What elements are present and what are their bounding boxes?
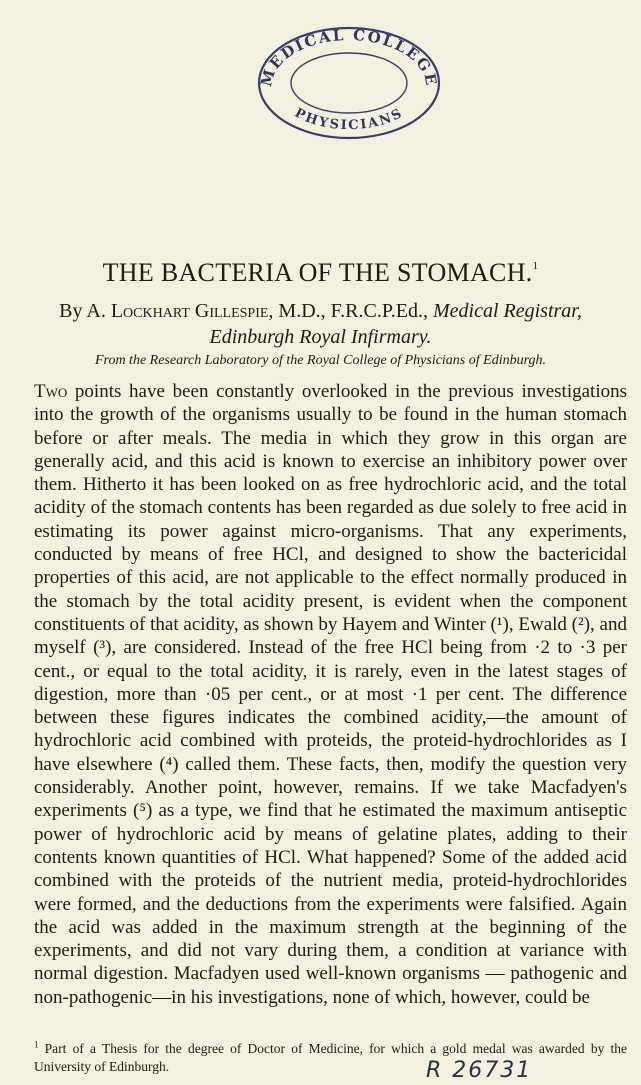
article-body [34, 380, 627, 1009]
author-affiliation: Edinburgh Royal Infirmary. [209, 326, 432, 348]
footnote: $^1$ Part of a Thesis for the degree of Doctor of Medicine, for which a gold medal was awarded by the University of Edinburgh. [34, 1039, 627, 1074]
library-stamp [254, 24, 444, 142]
stamp-bottom-text: PHYSICIANS [292, 105, 406, 134]
title-footnote-mark: 1 [532, 260, 539, 272]
author-name: Lockhart Gillespie [110, 300, 269, 322]
stamp-top-text: MEDICAL COLLEGE [257, 25, 441, 89]
from-line: From the Research Laboratory of the Royal College of Physicians of Edinburgh. [94, 353, 547, 368]
body-paragraph: points have been constantly overlooked in the previous investigations into the growth of the organisms usually to be found in the human stomach before or after meals. The media in which they grow in this organ are generally acid, and this acid is known to exercise an inhibitory power over them. Hitherto it has been looked on as free hydrochloric acid, and the total acidity of the stomach contents has been regarded as due solely to free acid in estimating its power against micro-organisms. That any experiments, conducted by means of free HCl, and designed to show the bactericidal properties of this acid, are not applicable to the effect normally produced in the stomach by the total acidity present, is evident when the component constituents of that acidity, as shown by Hayem and Winter (¹), Ewald (²), and myself (³), are considered. Instead of the free HCl being from ·2 to ·3 per cent., or equal to the total acidity, it is rarely, even in the latest stages of digestion, more than ·05 per cent., or at most ·1 per cent. The difference between these figures indicates the combined acidity,—the amount of hydrochloric acid combined with proteids, the proteid-hydrochlorides as I have elsewhere (⁴) called them. These facts, then, modify the question very considerably. Another point, however, remains. If we take Macfadyen's experiments (⁵) as a type, we find that he estimated the maximum antiseptic power of hydrochloric acid by means of gelatine plates, adding to their contents known quantities of HCl. What happened? Some of the added acid combined with the proteids of the nutrient media, proteid-hydrochlorides were formed, and the deductions from the experiments were falsified. Again the acid was added in the maximum strength at the beginning of the experiments, and did not vary during them, a condition at variance with normal digestion. Macfadyen used well-known organisms — pathogenic and non-pathogenic—in his investigations, none of which, however, could be [34, 381, 627, 1008]
lead-word: Two [34, 381, 68, 402]
author-role: Medical Registrar, [432, 300, 582, 322]
author-byline: By A. Lockhart Gillespie, M.D., F.R.C.P.Ed., Medical Registrar, Edinburgh Royal Infirmary. [59, 300, 582, 348]
handwritten-note: R 26731 [426, 1058, 533, 1083]
article-title: THE BACTERIA OF THE STOMACH.$^1$ [102, 258, 539, 287]
svg-text:MEDICAL COLLEGE [257, 26, 440, 89]
svg-text:PHYSICIANS [292, 106, 406, 134]
